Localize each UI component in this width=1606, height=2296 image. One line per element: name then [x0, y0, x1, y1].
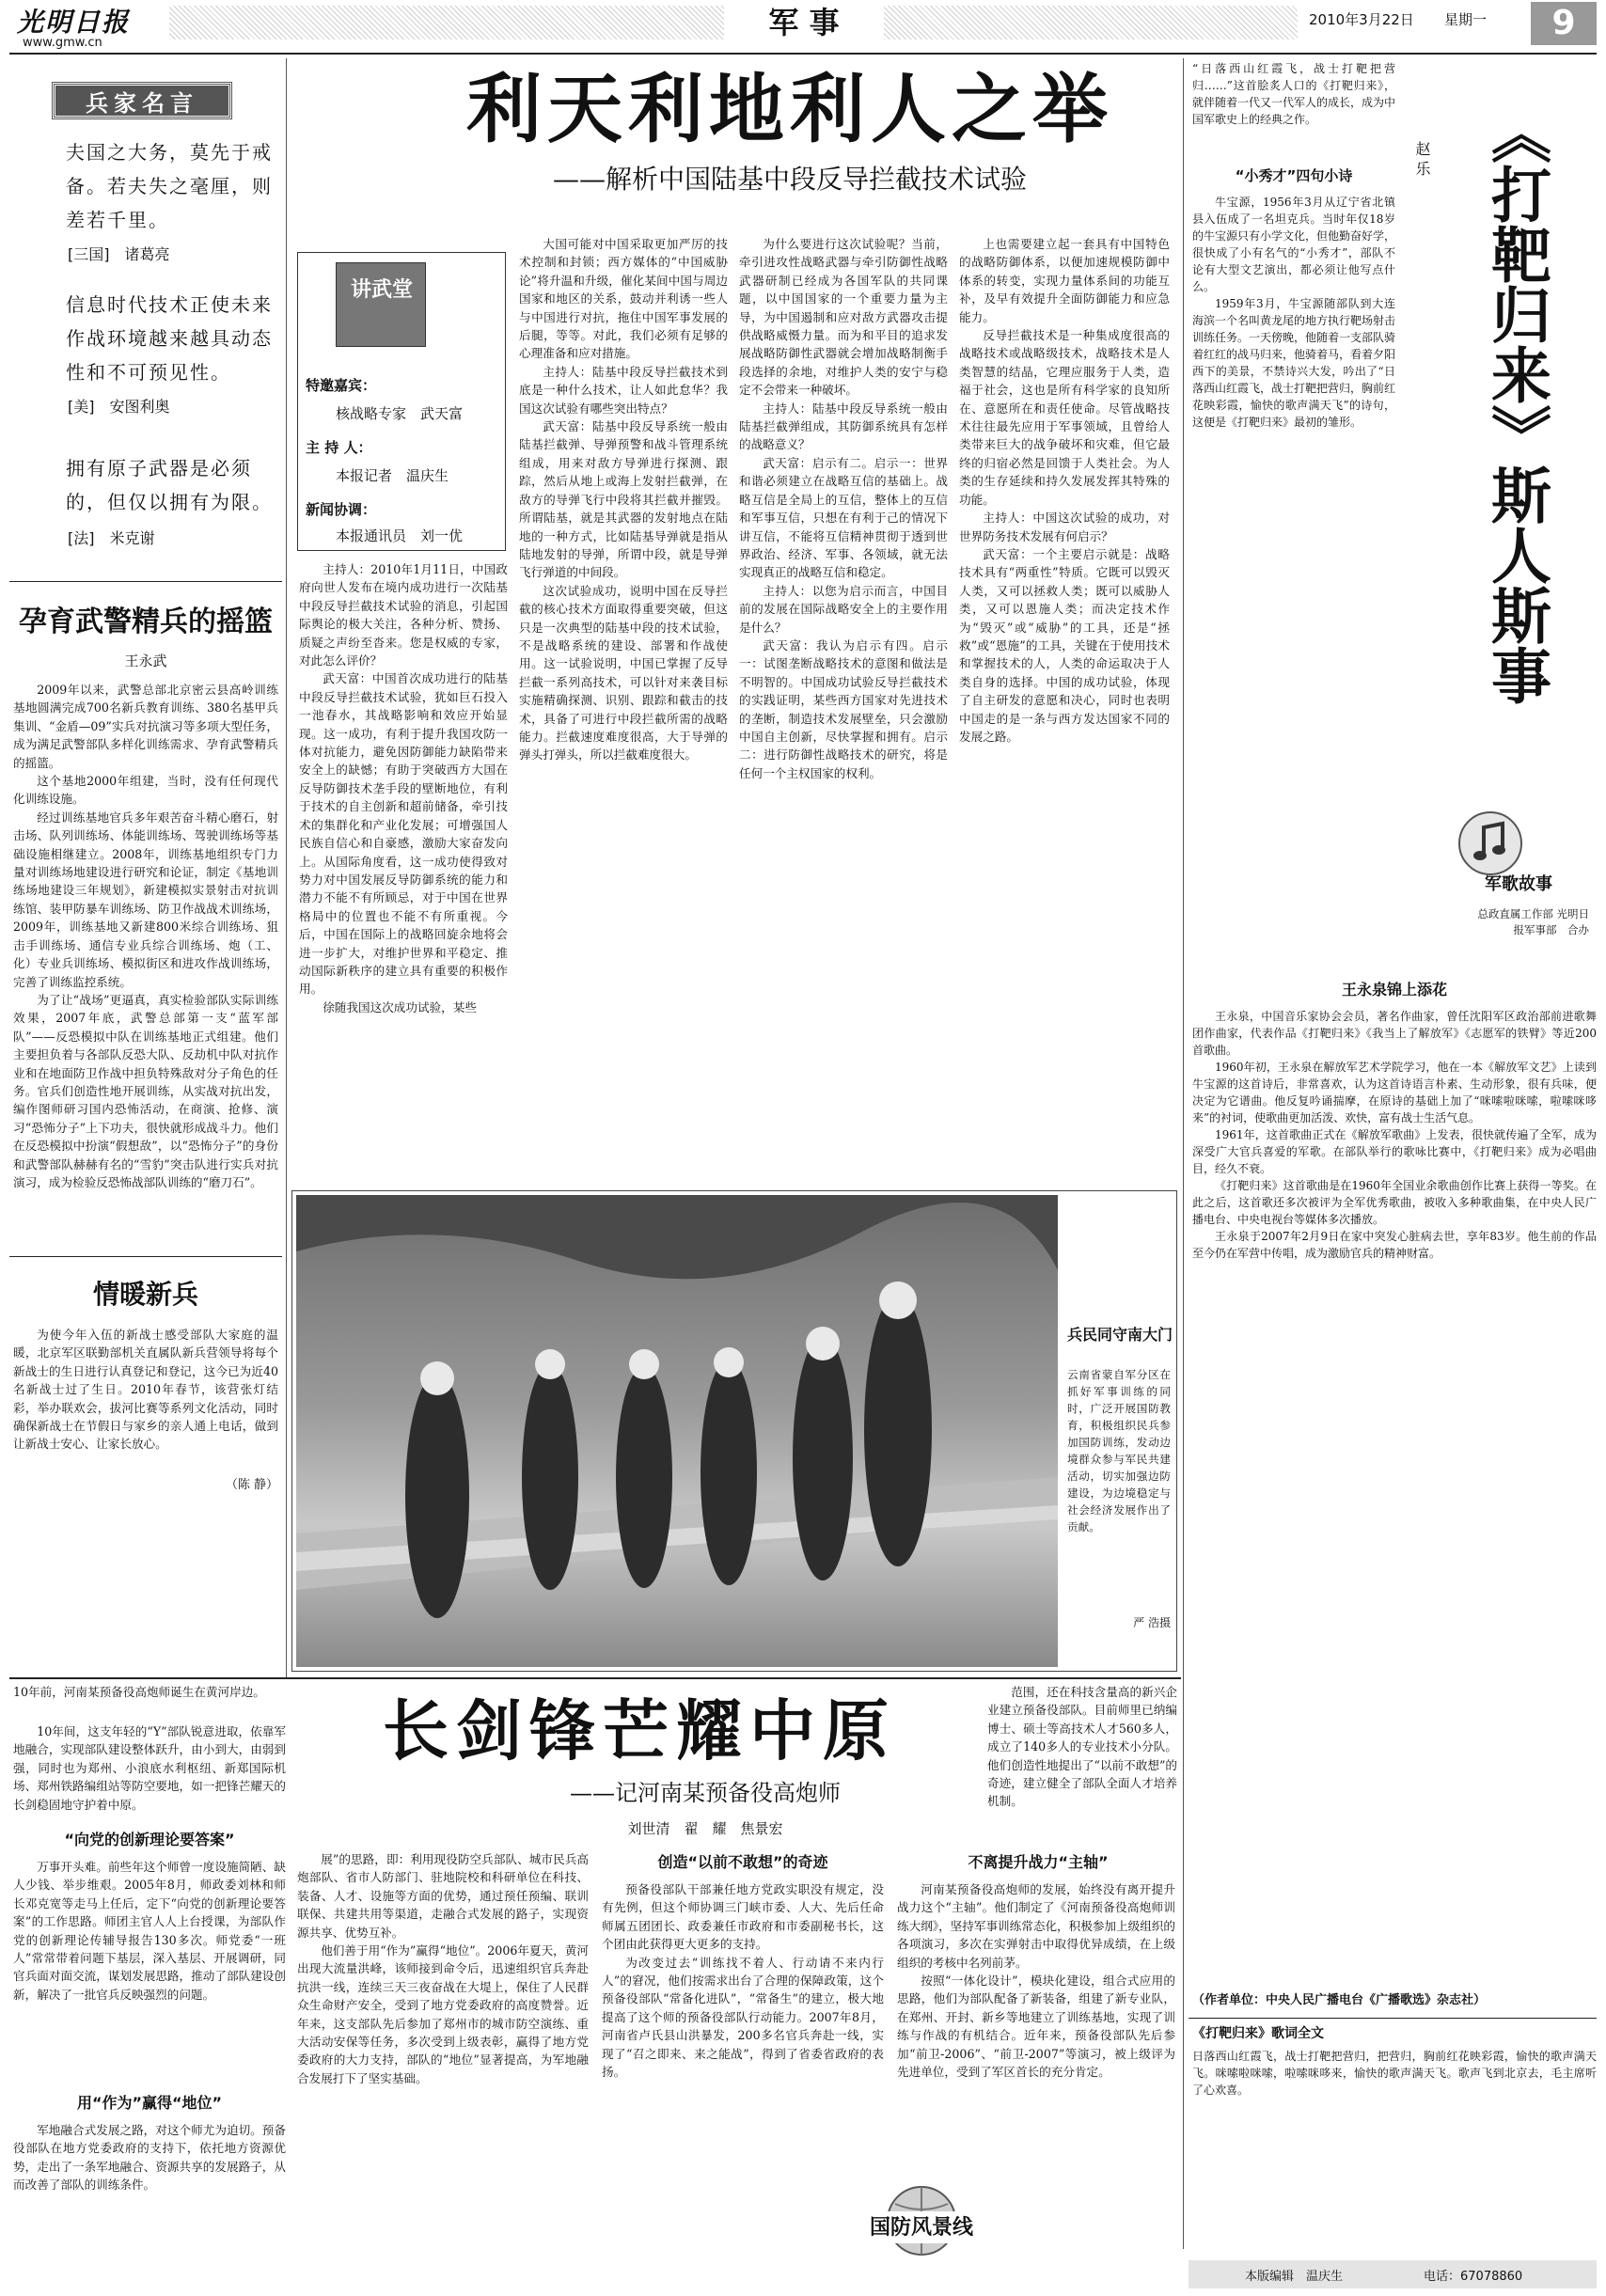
song-paragraph: 1961年，这首歌曲正式在《解放军歌曲》上发表，很快就传遍了全军，成为深受广大官兵喜爱的军歌。在部队举行的歌咏比赛中，《打靶归来》成为必唱曲目，经久不衰。 — [1192, 1128, 1597, 1175]
warm-body — [13, 1326, 278, 1472]
sword-section-1: “向党的创新理论要答案” — [64, 1831, 235, 1848]
news-label: 新闻协调： — [306, 501, 377, 518]
sword-authors: 刘世清 翟 耀 焦景宏 — [627, 1820, 783, 1837]
sword-paragraph: 为改变过去“训练找不着人、行动请不来内行人”的窘况，他们按需求出台了合理的保障政策，这个预备役部队“常备化进队”，“常备生”的建立，极大地提高了这个师的预备役部队行动能力。2007年8月，河南省卢氏县山洪暴发，200多名官兵奔赴一线，实现了“召之即来、来之能战”，得到了省委省政府的表扬。 — [602, 1955, 884, 2080]
song-paragraph: 1959年3月，牛宝源随部队到大连海滨一个名叫黄龙尾的地方执行靶场射击训练任务。一天傍晚，他随着一支部队骑着红红的战马归来，他骑着马，看着夕阳西下的美景，不禁诗兴大发，吟出了“日落西山红霞飞，战士打靶把营归，胸前红花映彩霞，愉快的歌声满天飞”的诗句，这便是《打靶归来》最初的雏形。 — [1192, 297, 1395, 429]
sword-paragraph: 河南某预备役高炮师的发展，始终没有离开提升战力这个“主轴”。他们制定了《河南预备役高炮师训练大纲》，坚持军事训练常态化，积极参加上级组织的各项演习，多次在实弹射击中取得优异成绩，在上级组织的考核中名列前茅。 — [897, 1882, 1175, 1970]
column-divider-right — [1183, 58, 1184, 2249]
main-paragraph: 武天富：中国首次成功进行的陆基中段反导拦截技术试验，犹如巨石投入一池春水，其战略影响和效应开始显现。这一成功，有利于提升我国攻防一体对抗能力，避免因防御能力缺陷带来安全上的缺憾；有助于突破西方大国在反导防御技术垄手段的壁断地位，有利于技术的自主创新和超前储备，牵引技术的集群化和产业化发展；可增强国人民族自信心和自豪感，激励大家奋发向上。从国际角度看，这一成功使得致对势力对中国发展反导防御系统的能力和潜力不能不有所顾忌，对于中国在世界格局中的位置也不能不有所重视。今后，中国在国际上的战略回旋余地将会进一步扩大，对维护世界和平稳定、推动国际新秩序的建立具有重要的积极作用。 — [299, 671, 508, 997]
song-paragraph: 1960年初，王永泉在解放军艺术学院学习，他在一本《解放军文艺》上读到牛宝源的这首诗后，非常喜欢，认为这首诗语言朴素、生动形象，很有兵味，便决定为它谱曲。他反复吟诵揣摩，在原诗的基础上加了“咪嗦啦咪嗦，啦嗦咪哆来”的衬词，使歌曲更加活泼、欢快，富有战士生活气息。 — [1192, 1061, 1597, 1124]
footer-editor: 本版编辑 温庆生 — [1245, 2270, 1344, 2284]
masthead-band-right — [884, 6, 1298, 39]
news-name: 本报通讯员 刘一优 — [336, 527, 464, 544]
main-paragraph: 主持人：陆基中段反导系统一般由陆基拦截弹组成，其防御系统具有怎样的战略意义？ — [739, 401, 948, 452]
sword-subtitle: ——记河南某预备役高炮师 — [570, 1780, 841, 1806]
main-subtitle: ——解析中国陆基中段反导拦截技术试验 — [552, 164, 1027, 195]
photo-image — [296, 1195, 1058, 1667]
quotes-bottom-rule — [9, 581, 282, 582]
song-sec2-title: 王永泉锦上添花 — [1341, 981, 1447, 999]
sword-paragraph: 万事开头难。前些年这个师曾一度设施简陋、缺人少钱、举步维艰。2005年8月，师政委刘林和师长邓克宽等走马上任后，定下“向党的创新理论要答案”的工作思路。师团主官人人上台授课，为部队作党的创新理论传辅导报告130多次。师党委“一班人”常常带着问题下基层，深入基层、开展调研，同官兵面对面交流，谋划发展思路，推动了部队建设创新，解决了一批官兵反映强烈的问题。 — [13, 1860, 286, 2002]
warm-paragraph: 为使今年入伍的新战士感受部队大家庭的温暖，北京军区联勤部机关直属队新兵营领导将每个新战士的生日进行认真登记和登记，这今已为近40名新战士过了生日。2010年春节，该营张灯结彩，举办联欢会，拔河比赛等系列文化活动，同时确保新战士在节假日与家乡的亲人通上电话，做到让新战士安心、让家长放心。 — [13, 1328, 278, 1452]
guest-name: 核战略专家 武天富 — [336, 405, 464, 422]
footer-phone: 电话：67078860 — [1424, 2270, 1523, 2284]
main-column-2 — [519, 235, 728, 1180]
photo-title: 兵民同守南大门 — [1067, 1326, 1173, 1344]
sword-title: 长剑锋芒耀中原 — [383, 1691, 896, 1769]
sword-lead: 10年前，河南某预备役高炮师诞生在黄河岸边。 — [13, 1685, 265, 1699]
sword-col2 — [297, 1850, 589, 2288]
main-title: 利天利地利人之举 — [466, 65, 1113, 153]
section-label: 军 事 — [768, 5, 840, 40]
sword-col3 — [602, 1880, 884, 2191]
song-author: 赵 乐 — [1413, 141, 1431, 177]
host-label: 主 持 人： — [306, 439, 372, 456]
masthead — [0, 0, 1606, 55]
main-paragraph: 大国可能对中国采取更加严厉的技术控制和封锁；西方媒体的“中国威胁论”将升温和升级，催化某间中国与周边国家和地区的关系，鼓动并利诱一些人与中国进行对抗，拖住中国军事发展的后腿，等等。对此，我们必须有足够的心理准备和应对措施。 — [519, 237, 728, 361]
photo-frame — [291, 1190, 1177, 1672]
song-sec1-title: “小秀才”四句小诗 — [1235, 167, 1353, 184]
song-coop: 总政直属工作部 光明日报军事部 合办 — [1477, 907, 1589, 936]
song-badge-text: 军歌故事 — [1485, 874, 1552, 894]
guest-label: 特邀嘉宾： — [306, 377, 377, 394]
main-paragraph: 主持人：以您为启示而言，中国目前的发展在国际战略安全上的主要作用是什么？ — [739, 583, 948, 635]
sword-paragraph: 按照“一体化设计”，模块化建设，组合式应用的思路，他们为部队配备了新装备，组建了新专业队，在郑州、开封、新乡等地建立了训练基地，实现了训练与作战的有机结合。近年来，预备役部队先后参加“前卫-2006”、“前卫-2007”等演习，被上级评为先进单位，受到了军区首长的充分肯定。 — [897, 1974, 1175, 2080]
sword-paragraph: 展”的思路，即：利用现役防空兵部队、城市民兵高炮部队、省市人防部门、驻地院校和科研单位在科技、装备、人才、设施等方面的优势，通过预任预编、联训联保、共建共用等渠道，走融合式发展的路子，实现资源共享、优势互补。 — [297, 1852, 589, 1940]
sword-col1-top — [13, 1722, 286, 1820]
sword-section-3: 创造“以前不敢想”的奇迹 — [657, 1853, 828, 1871]
song-paragraph: 牛宝源，1956年3月从辽宁省北镇县入伍成了一名坦克兵。当时年仅18岁的牛宝源只有小学文化，但他勤奋好学，很快成了小有名气的“小秀才”，部队不论有大型文艺演出，都必须让他写点什么。 — [1192, 196, 1395, 293]
main-paragraph: 主持人：2010年1月11日，中国政府向世人发布在境内成功进行一次陆基中段反导拦截技术试验的消息，引起国际舆论的极大关注，各种分析、赞扬、质疑之声纷至沓来。您是权威的专家，对此怎么评价？ — [299, 562, 508, 668]
lecture-badge-text: 讲武堂 — [350, 278, 413, 302]
defense-badge-text: 国防风景线 — [827, 2211, 1016, 2243]
quote-3-source: [法] 米克谢 — [68, 529, 155, 547]
warm-title: 情暖新兵 — [92, 1279, 198, 1310]
main-paragraph: 武天富：陆基中段反导系统一般由陆基拦截弹、导弹预警和战斗管理系统组成，用来对敌方导弹进行探测、跟踪，然后从地上或海上发射拦截弹，在敌方的导弹飞行中段将其拦截并摧毁。所谓陆基，就是其武器的发射地点在陆地的一种方式，比如陆基导弹就是指从陆地发射的导弹，所谓中段，就是导弹飞行弹道的中间段。 — [519, 419, 728, 580]
cradle-paragraph: 这个基地2000年组建，当时，没有任何现代化训练设施。 — [13, 774, 278, 807]
sword-paragraph: 预备役部队干部兼任地方党政实职没有规定，没有先例，但这个师协调三门峡市委、人大、先后任命师属五团团长、政委兼任市政府和市委副秘书长，这个团由此获得更大更多的支持。 — [602, 1882, 884, 1952]
photo-credit: 严 浩摄 — [1133, 1616, 1171, 1629]
masthead-weekday: 星期一 — [1444, 11, 1488, 28]
main-paragraph: 这次试验成功，说明中国在反导拦截的核心技术方面取得重要突破，但这只是一次典型的陆基中段的技术试验，不是战略系统的建设、部署和作战使用。这一试验说明，中国已掌握了反导拦截一系列高技术，可以针对来袭目标实施精确探测、识别、跟踪和截击的技术，具备了可进行中段拦截所需的战略能力。拦截速度难度很高，大于导弹的弹头打弹头，所以拦截难度很大。 — [519, 583, 728, 763]
quote-3-text: 拥有原子武器是必须的，但仅以拥有为限。 — [66, 457, 273, 513]
cradle-title: 孕育武警精兵的摇篮 — [19, 605, 273, 638]
main-paragraph: 反导拦截技术是一种集成度很高的战略技术或战略级技术，战略技术是人类智慧的结晶，它理应服务于人类，造福于社会，这也是所有科学家的良知所在、意愿所在和责任使命。尽管战略技术往往最先应用于军事领域，且曾给人类带来巨大的战争破坏和灾难，但它最终的归宿必然是回馈于人类社会。为人类的生存延续和持久发展发挥其特殊的功能。 — [959, 328, 1170, 507]
main-column-4 — [959, 235, 1170, 1180]
sword-paragraph: 10年间，这支年轻的“Y”部队锐意进取，依靠军地融合，实现部队建设整体跃升，由小到大，由弱到强，同时也为郑州、小浪底水利枢纽、新郑国际机场、郑州铁路编组站等防空要地，如一把锋芒耀天的长剑稳固地守护着中原。 — [13, 1724, 286, 1812]
host-name: 本报记者 温庆生 — [336, 467, 449, 484]
main-paragraph: 武天富：我认为启示有四。启示一：试图垄断战略技术的意图和做法是不明智的。中国成功试验反导拦截技术的实践证明，某些西方国家对先进技术的垄断，制造技术发展壁垒，只会激励中国自主创新，尽快掌握和拥有。启示二：进行防御性战略技术的研究，将是任何一个主权国家的权利。 — [739, 637, 948, 780]
sword-col4 — [897, 1880, 1175, 2290]
lyrics-rule — [1189, 2018, 1597, 2019]
sword-paragraph: 范围，还在科技含量高的新兴企业建立预备役部队。目前师里已纳编博士、硕士等高技术人才560多人，成立了140多人的专业技术小分队。他们创造性地提出了“以前不敢想”的奇迹，建立健全了部队全面人才培养机制。 — [987, 1685, 1177, 1809]
masthead-url: www.gmw.cn — [23, 36, 102, 50]
song-sec1-body — [1192, 194, 1395, 814]
cradle-author: 王永武 — [124, 653, 167, 669]
quote-2-source: [美] 安图利奥 — [68, 398, 170, 416]
interview-box — [297, 252, 506, 551]
masthead-band-left — [169, 6, 724, 39]
sword-section-4: 不离提升战力“主轴” — [968, 1853, 1109, 1871]
cradle-body — [13, 681, 278, 1252]
lyrics-title: 《打靶归来》歌词全文 — [1192, 2026, 1324, 2041]
photo-caption: 云南省蒙自军分区在抓好军事训练的同时，广泛开展国防教育，积极组织民兵参加国防训练，发动边境群众参与军民共建活动，切实加强边防建设，为边境稳定与社会经济发展作出了贡献。 — [1067, 1368, 1171, 1533]
cradle-bottom-rule — [9, 1256, 282, 1257]
main-paragraph: 武天富：一个主要启示就是：战略技术具有“两重性”特质。它既可以毁灭人类，又可以拯救人类；既可以威胁人类，又可以恩施人类；而决定技术作为“毁灭”或“威胁”的工具，还是“拯救”或“恩施”的工具，关键在于使用技术和掌握技术的人，人类的命运取决于人类自身的选择。中国的成功试验，体现了自主研发的意愿和决心，同时也表明中国走的是一条与西方发达国家不同的发展之路。 — [959, 546, 1170, 744]
bottom-section-rule — [9, 1677, 1181, 1679]
cradle-paragraph: 经过训练基地官兵多年艰苦奋斗精心磨石，射击场、队列训练场、体能训练场、驾驶训练场等基础设施相继建立。2008年，训练基地组织专门力量对训练场地建设进行研究和论证，制定《基地训练场地建设三年规划》，新建模拟实景射击对抗训练馆、装甲防暴车训练场、防卫作战战术训练场，2009年，训练基地又新建800米综合训练场、狙击手训练场、通信专业兵综合训练场、炮（工、化）专业兵训练场、模拟街区和进攻作战训练场，完善了训练监控系统。 — [13, 810, 278, 989]
sword-paragraph: 军地融合式发展之路，对这个师尤为迫切。预备役部队在地方党委政府的支持下，依托地方资源优势，走出了一条军地融合、资源共享的发展路子，从而改善了部队的训练条件。 — [13, 2123, 286, 2193]
main-paragraph: 武天富：启示有二。启示一：世界和谐必须建立在战略互信的基础上。战略互信是全局上的互信，整体上的互信和军事互信，只想在有利于己的情况下讲互信，不能将互信精神贯彻于透到世界政治、经济、军事、各领域，就无法实现真正的战略互信和稳定。 — [739, 455, 948, 580]
masthead-logo: 光明日报 — [17, 7, 131, 36]
music-note-icon — [1457, 810, 1523, 876]
main-column-3 — [739, 235, 948, 1180]
song-title-vertical: 《打靶归来》斯人斯事 — [1481, 103, 1551, 705]
song-author-unit: （作者单位：中央人民广播电台《广播歌选》杂志社） — [1192, 1993, 1487, 2007]
quotes-heading: 兵家名言 — [53, 83, 231, 118]
sword-paragraph: 他们善于用“作为”赢得“地位”。2006年夏天，黄河出现大流量洪峰，该师接到命令后，迅速组织官兵奔赴抗洪一线，连续三天三夜奋战在大堤上，保住了人民群众生命财产安全，受到了地方党委政府的高度赞誉。近年来，这支部队先后参加了郑州市的城市防空演练、重大活动安保等任务，多次受到上级表彰，赢得了地方党委政府的大力支持，部队的“地位”显著提高，为军地融合发展打下了坚实基础。 — [297, 1943, 589, 2085]
lyrics-body: 日落西山红霞飞，战士打靶把营归，把营归，胸前红花映彩霞，愉快的歌声满天飞。咪嗦啦咪嗦，啦嗦咪哆来，愉快的歌声满天飞。歌声飞到北京去，毛主席听了心欢喜。 — [1192, 2050, 1597, 2097]
quote-2-text: 信息时代技术正使未来作战环境越来越具动态性和不可预见性。 — [66, 293, 273, 384]
quote-1-source: [三国] 诸葛亮 — [68, 245, 170, 263]
warm-author: （陈 静） — [225, 1478, 278, 1492]
song-badge — [1448, 810, 1589, 899]
quote-1-text: 夫国之大务，莫先于戒备。若夫失之毫厘，则差若千里。 — [66, 141, 273, 231]
cradle-paragraph: 2009年以来，武警总部北京密云县高岭训练基地圆满完成700名新兵教育训练、380名基甲兵集训、“金盾—09”实兵对抗演习等多项大型任务，成为满足武警部队多样化训练需求、孕育武警精兵的摇篮。 — [13, 683, 278, 770]
sword-col1-mid — [13, 1858, 286, 2084]
masthead-date: 2010年3月22日 — [1309, 11, 1414, 28]
sword-col1-bottom — [13, 2121, 286, 2287]
main-paragraph: 为什么要进行这次试验呢？当前，牵引进攻性战略武器与牵引防御性战略武器研制已经成为各国军队的共同课题，以中国国家的一个重要力量为主导，为中国遏制和应对敌方武器攻击提供战略威慑力量。而为和平目的追求发展战略防御性武器就会增加战略制衡手段选择的余地，对维护人类的安宁与稳定不会带来一种破坏。 — [739, 237, 948, 398]
song-sec2-body — [1192, 1008, 1597, 1986]
song-intro: “日落西山红霞飞，战士打靶把营归……”这首脍炙人口的《打靶归来》，就伴随着一代又一代军人的成长，成为中国军歌史上的经典之作。 — [1192, 62, 1395, 126]
page-number: 9 — [1531, 2, 1597, 45]
cradle-paragraph: 为了让“战场”更逼真，真实检验部队实际训练效果，2007年底，武警总部第一支“蓝军部队”——反恐模拟中队在训练基地正式组建。他们主要担负着与各部队反恐大队、反劫机中队对抗作业和在地面防卫作战中担负特殊敌对分子角色的任务。官兵们创造性地开展训练，从实战对抗出发，编作图师研习国内恐怖活动，在商演、抢修、演习“恐怖分子”上下功夫，很快就形成战斗力。他们在反恐模拟中扮演“假想敌”，以“恐怖分子”的身份和武警部队赫赫有名的“雪豹”突击队进行实兵对抗演习，成为检验反恐怖战部队训练的“磨刀石”。 — [13, 992, 278, 1189]
lecture-badge — [336, 262, 426, 347]
song-paragraph: 王永泉于2007年2月9日在家中突发心脏病去世，享年83岁。他生前的作品至今仍在军营中传唱，成为激励官兵的精神财富。 — [1192, 1230, 1597, 1260]
footer-bar — [1189, 2260, 1597, 2288]
main-paragraph: 主持人：中国这次试验的成功，对世界防务技术发展有何启示？ — [959, 511, 1170, 543]
main-paragraph: 上也需要建立起一套具有中国特色的战略防御体系，以便加速规模防御中体系的转变，实现力量体系间的功能互补，及早有效提升全面防御能力和应急能力。 — [959, 237, 1170, 324]
song-paragraph: 《打靶归来》这首歌曲是在1960年全国业余歌曲创作比赛上获得一等奖。在此之后，这首歌还多次被评为全军优秀歌曲，被收入多种歌曲集，在中央人民广播电台、中央电视台等媒体多次播放。 — [1192, 1179, 1597, 1226]
song-paragraph: 王永泉，中国音乐家协会会员，著名作曲家，曾任沈阳军区政治部前进歌舞团作曲家，代表作品《打靶归来》《我当上了解放军》《志愿军的铁臂》等近200首歌曲。 — [1192, 1010, 1597, 1057]
sword-col5 — [987, 1683, 1177, 1843]
quotes-box — [9, 66, 282, 574]
masthead-rule — [9, 53, 1597, 55]
main-paragraph: 主持人：陆基中段反导拦截技术到底是一种什么技术，让人如此怠华？我国这次试验有哪些突出特点？ — [519, 364, 728, 416]
sword-section-2: 用“作为”赢得“地位” — [76, 2094, 223, 2112]
column-divider-left — [286, 58, 287, 1677]
main-paragraph: 徐随我国这次成功试验，某些 — [323, 999, 477, 1014]
